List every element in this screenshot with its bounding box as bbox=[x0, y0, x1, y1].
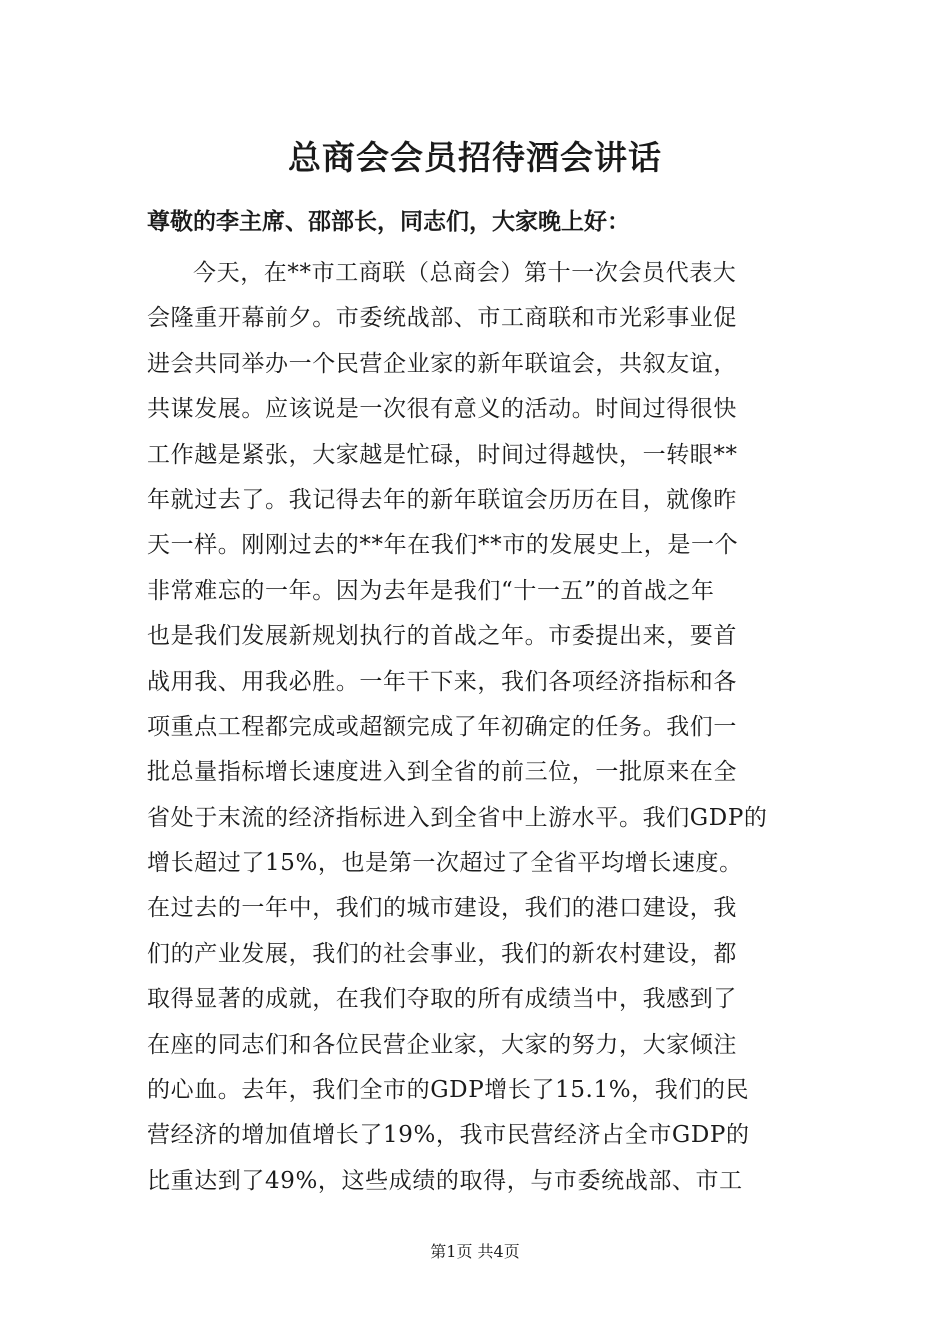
text-line: 营经济的增加值增长了19%，我市民营经济占全市GDP的 bbox=[147, 1122, 750, 1149]
text-line: 取得显著的成就，在我们夺取的所有成绩当中，我感到了 bbox=[147, 986, 737, 1013]
text-line: 在座的同志们和各位民营企业家，大家的努力，大家倾注 bbox=[147, 1031, 737, 1058]
salutation: 尊敬的李主席、邵部长，同志们，大家晚上好： bbox=[147, 208, 630, 235]
text-line: 今天，在**市工商联（总商会）第十一次会员代表大 bbox=[193, 260, 737, 286]
body-paragraph bbox=[147, 251, 807, 1204]
text-line: 项重点工程都完成或超额完成了年初确定的任务。我们一 bbox=[147, 713, 737, 740]
text-line: 批总量指标增长速度进入到全省的前三位，一批原来在全 bbox=[147, 759, 737, 786]
text-line: 共谋发展。应该说是一次很有意义的活动。时间过得很快 bbox=[147, 396, 737, 423]
text-line: 省处于末流的经济指标进入到全省中上游水平。我们GDP的 bbox=[147, 804, 768, 831]
text-line: 会隆重开幕前夕。市委统战部、市工商联和市光彩事业促 bbox=[147, 305, 737, 332]
text-line: 非常难忘的一年。因为去年是我们“十一五”的首战之年 bbox=[147, 577, 715, 604]
text-line: 比重达到了49%，这些成绩的取得，与市委统战部、市工 bbox=[147, 1167, 743, 1194]
page-footer: 第1页 共4页 bbox=[430, 1242, 520, 1261]
document-title: 总商会会员招待酒会讲话 bbox=[288, 138, 662, 177]
text-line: 们的产业发展，我们的社会事业，我们的新农村建设，都 bbox=[147, 940, 737, 967]
text-line: 战用我、用我必胜。一年干下来，我们各项经济指标和各 bbox=[147, 668, 737, 695]
text-line: 在过去的一年中，我们的城市建设，我们的港口建设，我 bbox=[147, 895, 737, 922]
text-line: 工作越是紧张，大家越是忙碌，时间过得越快，一转眼** bbox=[147, 441, 738, 468]
text-line: 的心血。去年，我们全市的GDP增长了15.1%，我们的民 bbox=[147, 1077, 750, 1104]
text-line: 天一样。刚刚过去的**年在我们**市的发展史上，是一个 bbox=[147, 532, 739, 559]
text-line: 年就过去了。我记得去年的新年联谊会历历在目，就像昨 bbox=[147, 486, 737, 513]
text-line: 也是我们发展新规划执行的首战之年。市委提出来，要首 bbox=[147, 623, 737, 650]
text-line: 增长超过了15%，也是第一次超过了全省平均增长速度。 bbox=[147, 850, 743, 877]
text-line: 进会共同举办一个民营企业家的新年联谊会，共叙友谊， bbox=[147, 350, 737, 377]
